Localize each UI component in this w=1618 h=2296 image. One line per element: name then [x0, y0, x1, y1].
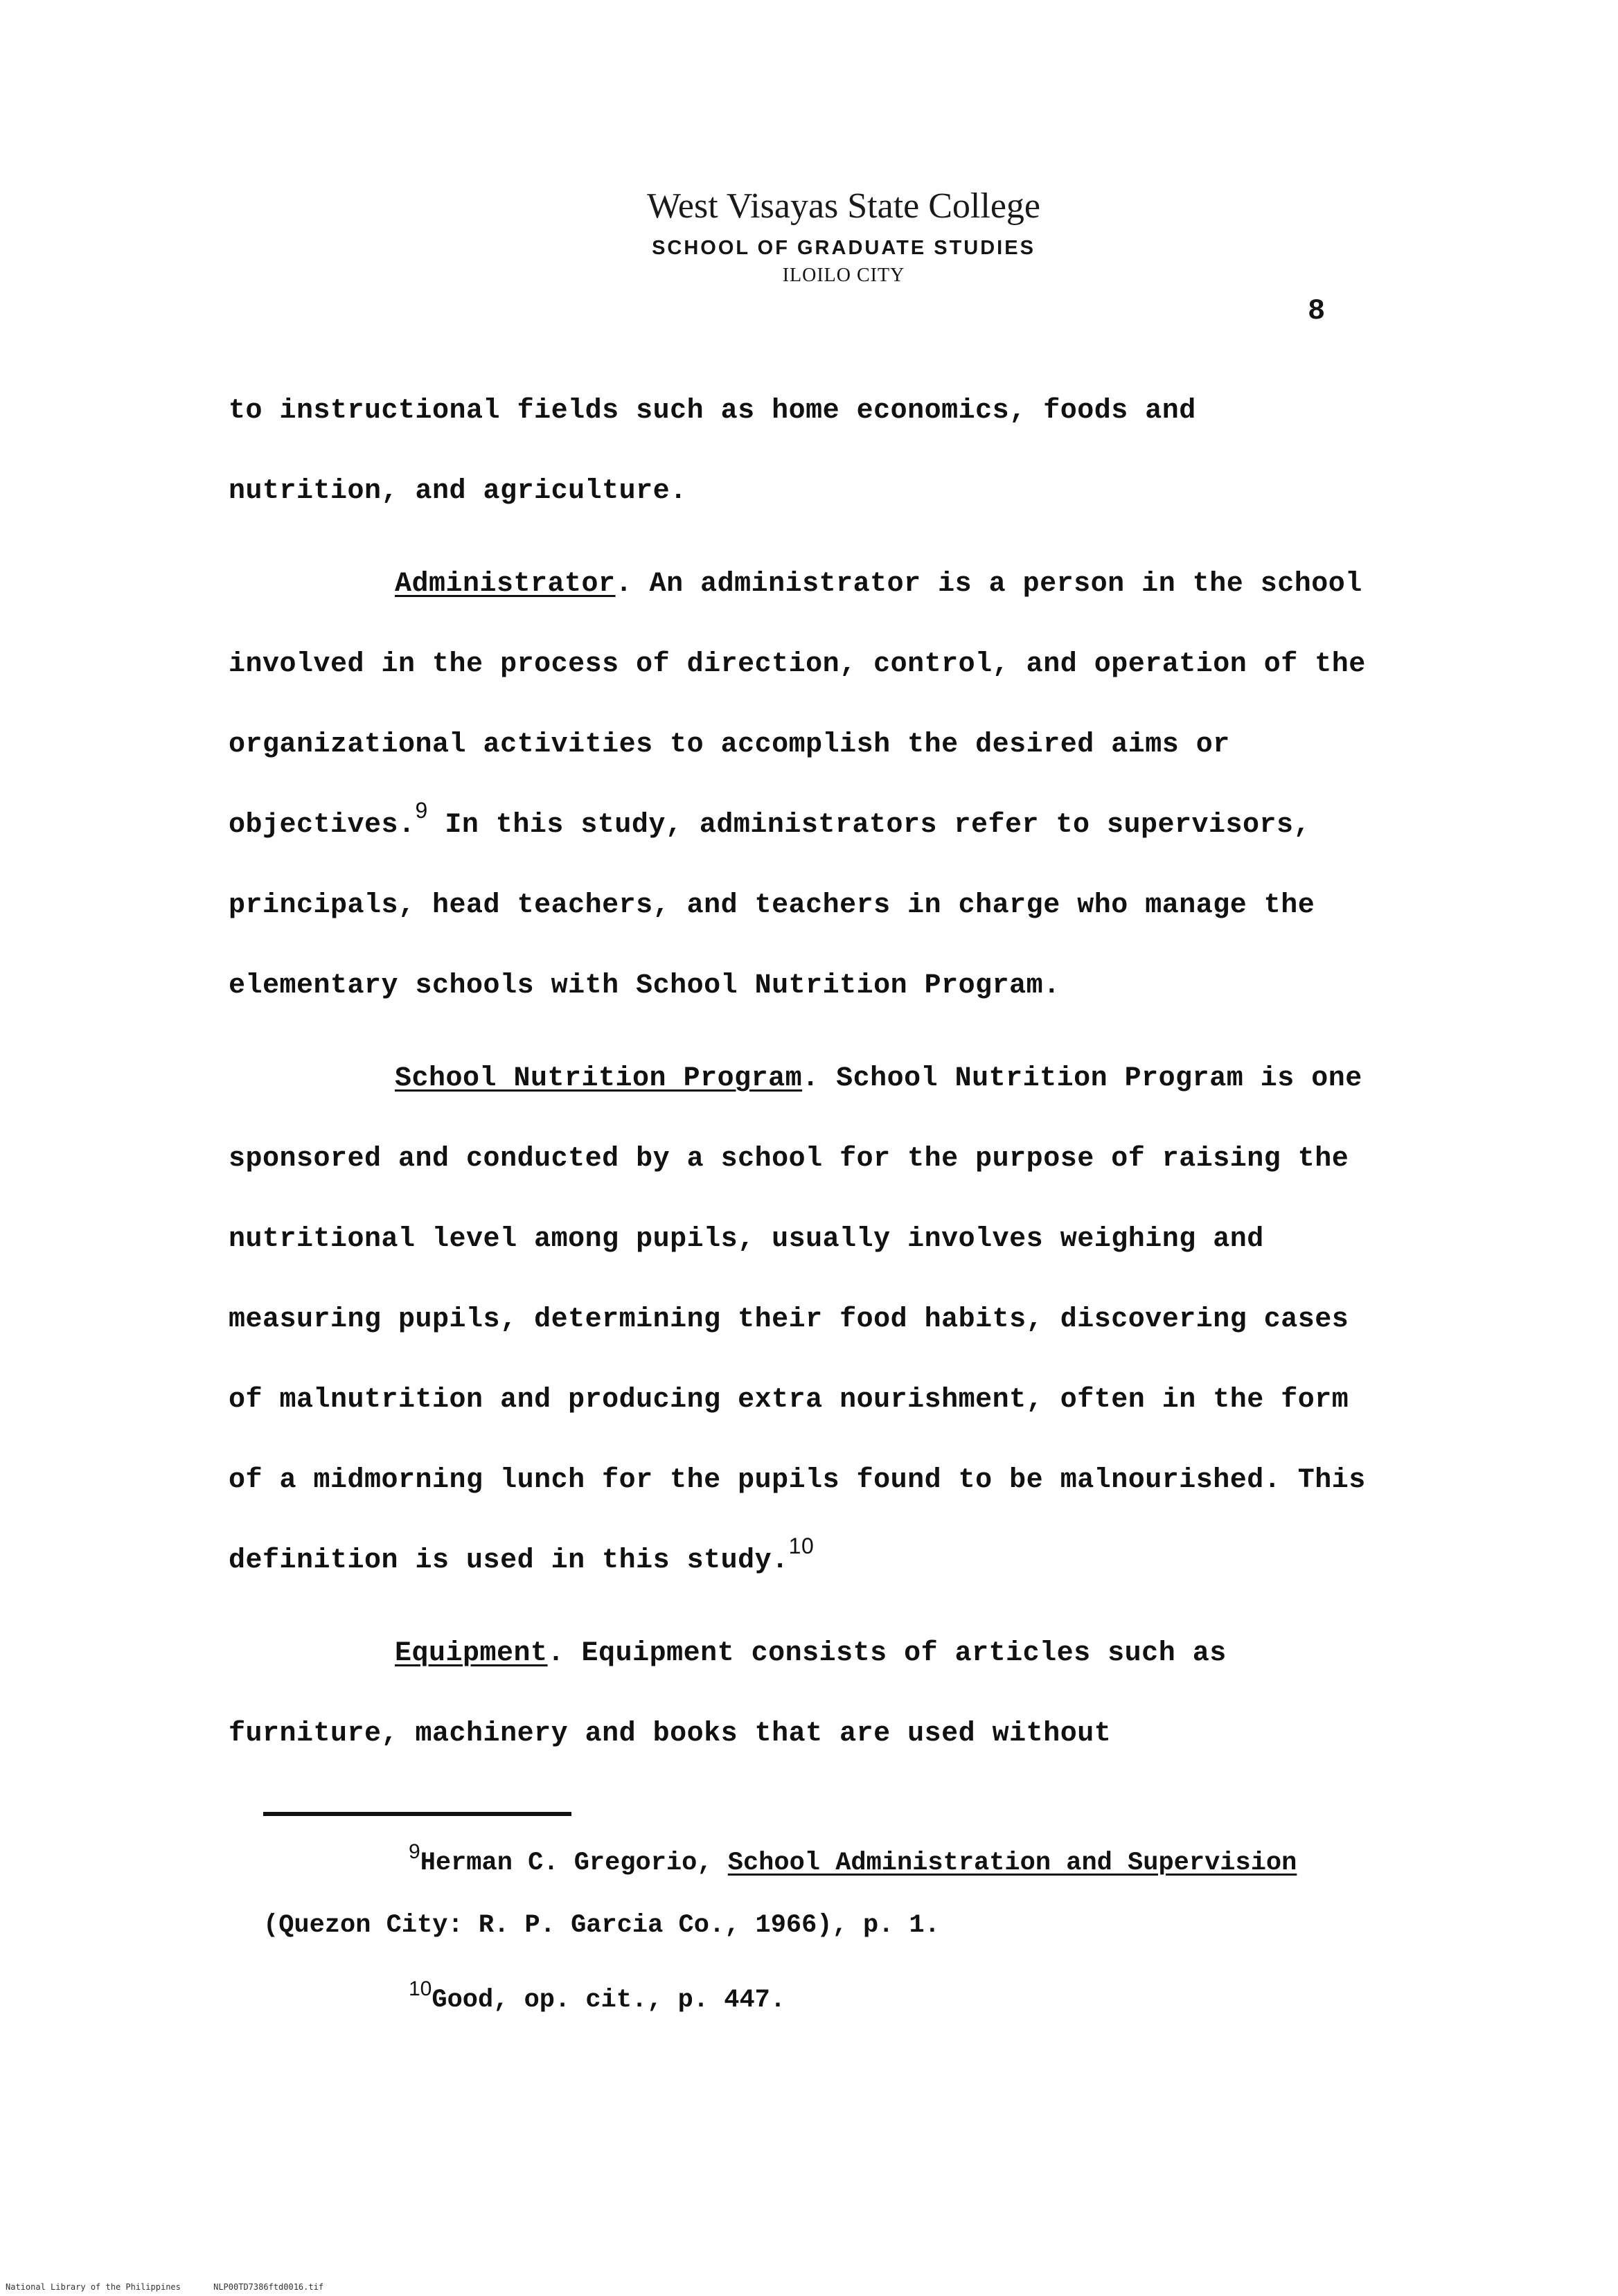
paragraph-equipment — [229, 1614, 1378, 1774]
college-name: West Visayas State College — [647, 186, 1040, 226]
footnote-10-text: Good, op. cit., p. 447. — [432, 1986, 786, 2015]
paragraph-continuation: to instructional fields such as home economics, foods and nutrition, and agriculture. — [229, 395, 1196, 507]
footnote-divider — [263, 1812, 571, 1816]
term-school-nutrition-program: School Nutrition Program — [395, 1063, 803, 1094]
footnote-mark-10: 10 — [409, 1977, 432, 2000]
footnote-10 — [263, 1969, 1385, 2031]
administrator-definition-b: In this study, administrators refer to supervisors, principals, head teachers, and teachers in charge who manage the elementary schools with School Nutrition Program. — [229, 810, 1315, 1002]
file-name: NLP00TD7386ftd0016.tif — [213, 2282, 324, 2292]
footnote-9-title: School Administration and Supervision — [727, 1849, 1297, 1878]
footnote-mark-9: 9 — [409, 1840, 420, 1863]
body-text — [229, 371, 1378, 1774]
term-equipment: Equipment — [395, 1638, 548, 1669]
school-nutrition-definition: . School Nutrition Program is one sponsored and conducted by a school for the purpose of raising the nutritional level among pupils, usually involves weighing and measuring pupils, determining their food habits, discovering cases of malnutrition and producing extra nourishment, often in the form of a midmorning lunch for the pupils found to be malnourished. This definition is used in this study. — [229, 1063, 1366, 1576]
footnote-9 — [263, 1832, 1385, 1957]
term-administrator: Administrator — [395, 569, 616, 600]
scan-footer — [6, 2282, 351, 2292]
city-name: ILOILO CITY — [782, 265, 905, 286]
footnote-9-publication: (Quezon City: R. P. Garcia Co., 1966), p. 1. — [263, 1911, 940, 1940]
footnote-ref-10: 10 — [788, 1533, 815, 1558]
page-number: 8 — [1308, 294, 1326, 328]
paragraph-administrator — [229, 544, 1378, 1026]
administrator-definition-a: . An administrator is a person in the school involved in the process of direction, control, and operation of the organizational activities to accomplish the desired aims or objectives. — [229, 569, 1366, 841]
library-name: National Library of the Philippines — [6, 2282, 181, 2292]
footnotes — [263, 1832, 1385, 2031]
school-name: SCHOOL OF GRADUATE STUDIES — [652, 237, 1035, 259]
footnote-ref-9: 9 — [415, 798, 428, 823]
footnote-9-author: Herman C. Gregorio, — [420, 1849, 728, 1878]
equipment-definition: . Equipment consists of articles such as furniture, machinery and books that are used without — [229, 1638, 1227, 1750]
paragraph-school-nutrition — [229, 1039, 1378, 1601]
